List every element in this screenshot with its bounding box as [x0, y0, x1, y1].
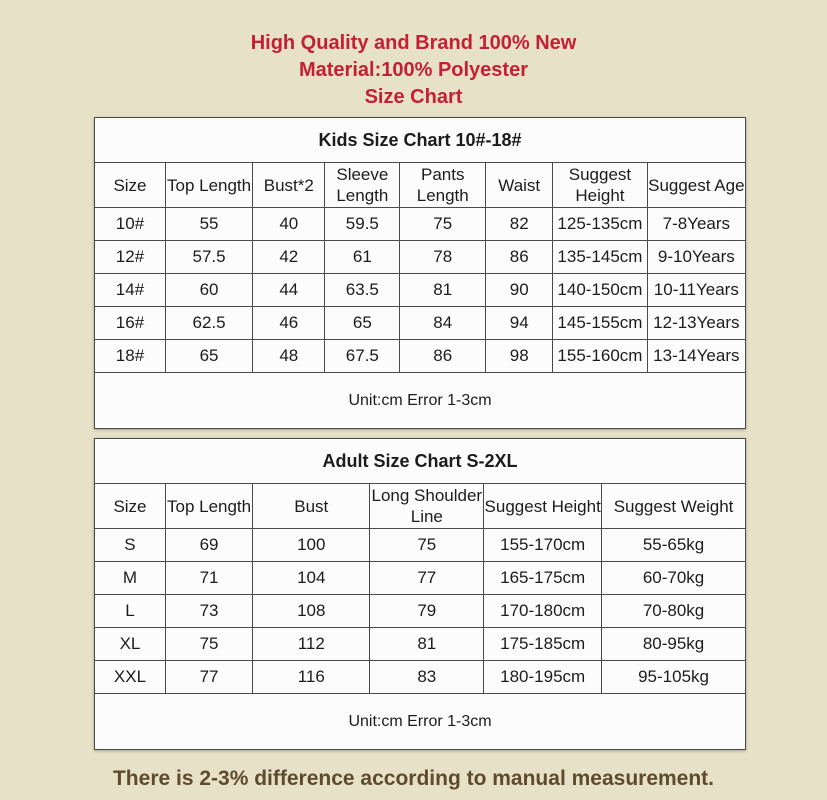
- table-row: [95, 340, 746, 373]
- table-cell: 140-150cm: [553, 274, 647, 307]
- column-header: Size: [95, 484, 166, 529]
- table-cell: L: [95, 595, 166, 628]
- table-cell: 61: [325, 241, 400, 274]
- table-cell: 165-175cm: [484, 562, 602, 595]
- table-cell: 69: [165, 529, 252, 562]
- table-cell: 155-170cm: [484, 529, 602, 562]
- column-header: Pants Length: [400, 163, 486, 208]
- column-header: Top Length: [165, 163, 252, 208]
- table-cell: 44: [253, 274, 325, 307]
- table-cell: 180-195cm: [484, 661, 602, 694]
- table-cell: 60: [165, 274, 252, 307]
- table-cell: 86: [400, 340, 486, 373]
- table-cell: 55-65kg: [602, 529, 746, 562]
- table-cell: 75: [165, 628, 252, 661]
- table-unit-note: Unit:cm Error 1-3cm: [95, 694, 746, 750]
- table-unit-row: [95, 373, 746, 429]
- table-row: [95, 595, 746, 628]
- table-cell: 170-180cm: [484, 595, 602, 628]
- table-cell: 82: [486, 208, 553, 241]
- table-cell: 125-135cm: [553, 208, 647, 241]
- table-cell: 40: [253, 208, 325, 241]
- table-unit-note: Unit:cm Error 1-3cm: [95, 373, 746, 429]
- table-cell: 67.5: [325, 340, 400, 373]
- table-cell: 63.5: [325, 274, 400, 307]
- table-row: [95, 274, 746, 307]
- measurement-note: There is 2-3% difference according to manual measurement.: [112, 767, 715, 790]
- column-header: Suggest Age: [647, 163, 745, 208]
- table-cell: 13-14Years: [647, 340, 745, 373]
- table-cell: 70-80kg: [602, 595, 746, 628]
- table-cell: 62.5: [165, 307, 252, 340]
- column-header: Suggest Height: [553, 163, 647, 208]
- table-cell: 81: [370, 628, 484, 661]
- table-cell: 100: [253, 529, 370, 562]
- table-cell: 65: [325, 307, 400, 340]
- table-header-row: [95, 484, 746, 529]
- column-header: Suggest Height: [484, 484, 602, 529]
- table-cell: 98: [486, 340, 553, 373]
- column-header: Top Length: [165, 484, 252, 529]
- table-cell: 78: [400, 241, 486, 274]
- table-cell: M: [95, 562, 166, 595]
- table-cell: 46: [253, 307, 325, 340]
- table-cell: 75: [370, 529, 484, 562]
- column-header: Sleeve Length: [325, 163, 400, 208]
- table-row: [95, 241, 746, 274]
- table-cell: 104: [253, 562, 370, 595]
- table-cell: 16#: [95, 307, 166, 340]
- table-cell: 60-70kg: [602, 562, 746, 595]
- table-cell: XXL: [95, 661, 166, 694]
- table-cell: 12#: [95, 241, 166, 274]
- table-cell: 10-11Years: [647, 274, 745, 307]
- table-row: [95, 529, 746, 562]
- table-cell: 155-160cm: [553, 340, 647, 373]
- table-cell: 116: [253, 661, 370, 694]
- table-cell: 145-155cm: [553, 307, 647, 340]
- column-header: Bust: [253, 484, 370, 529]
- header-line-material: Material:100% Polyester: [298, 59, 528, 81]
- table-row: [95, 628, 746, 661]
- table-cell: 71: [165, 562, 252, 595]
- table-unit-row: [95, 694, 746, 750]
- product-header: [0, 0, 827, 111]
- header-line-quality: High Quality and Brand 100% New: [250, 32, 577, 54]
- table-cell: 18#: [95, 340, 166, 373]
- adult-size-table: [94, 438, 746, 750]
- table-cell: 77: [165, 661, 252, 694]
- table-cell: XL: [95, 628, 166, 661]
- table-cell: 135-145cm: [553, 241, 647, 274]
- table-cell: S: [95, 529, 166, 562]
- table-cell: 65: [165, 340, 252, 373]
- table-title-row: [95, 118, 746, 163]
- table-title: Adult Size Chart S-2XL: [95, 439, 746, 484]
- table-cell: 77: [370, 562, 484, 595]
- table-cell: 108: [253, 595, 370, 628]
- table-row: [95, 307, 746, 340]
- table-cell: 175-185cm: [484, 628, 602, 661]
- table-header-row: [95, 163, 746, 208]
- table-cell: 112: [253, 628, 370, 661]
- table-title-row: [95, 439, 746, 484]
- table-cell: 83: [370, 661, 484, 694]
- column-header: Bust*2: [253, 163, 325, 208]
- table-cell: 12-13Years: [647, 307, 745, 340]
- table-cell: 95-105kg: [602, 661, 746, 694]
- table-row: [95, 661, 746, 694]
- table-row: [95, 208, 746, 241]
- table-cell: 59.5: [325, 208, 400, 241]
- table-cell: 14#: [95, 274, 166, 307]
- table-cell: 79: [370, 595, 484, 628]
- table-title: Kids Size Chart 10#-18#: [95, 118, 746, 163]
- table-cell: 86: [486, 241, 553, 274]
- table-cell: 55: [165, 208, 252, 241]
- table-cell: 75: [400, 208, 486, 241]
- table-cell: 80-95kg: [602, 628, 746, 661]
- kids-size-table: [94, 117, 746, 429]
- column-header: Waist: [486, 163, 553, 208]
- table-cell: 57.5: [165, 241, 252, 274]
- table-cell: 48: [253, 340, 325, 373]
- table-cell: 90: [486, 274, 553, 307]
- table-cell: 81: [400, 274, 486, 307]
- table-cell: 73: [165, 595, 252, 628]
- header-line-size-chart: Size Chart: [364, 86, 463, 108]
- size-tables-container: [94, 117, 746, 750]
- table-cell: 10#: [95, 208, 166, 241]
- column-header: Long Shoulder Line: [370, 484, 484, 529]
- table-row: [95, 562, 746, 595]
- table-cell: 7-8Years: [647, 208, 745, 241]
- table-cell: 94: [486, 307, 553, 340]
- column-header: Suggest Weight: [602, 484, 746, 529]
- table-cell: 9-10Years: [647, 241, 745, 274]
- table-cell: 42: [253, 241, 325, 274]
- column-header: Size: [95, 163, 166, 208]
- table-cell: 84: [400, 307, 486, 340]
